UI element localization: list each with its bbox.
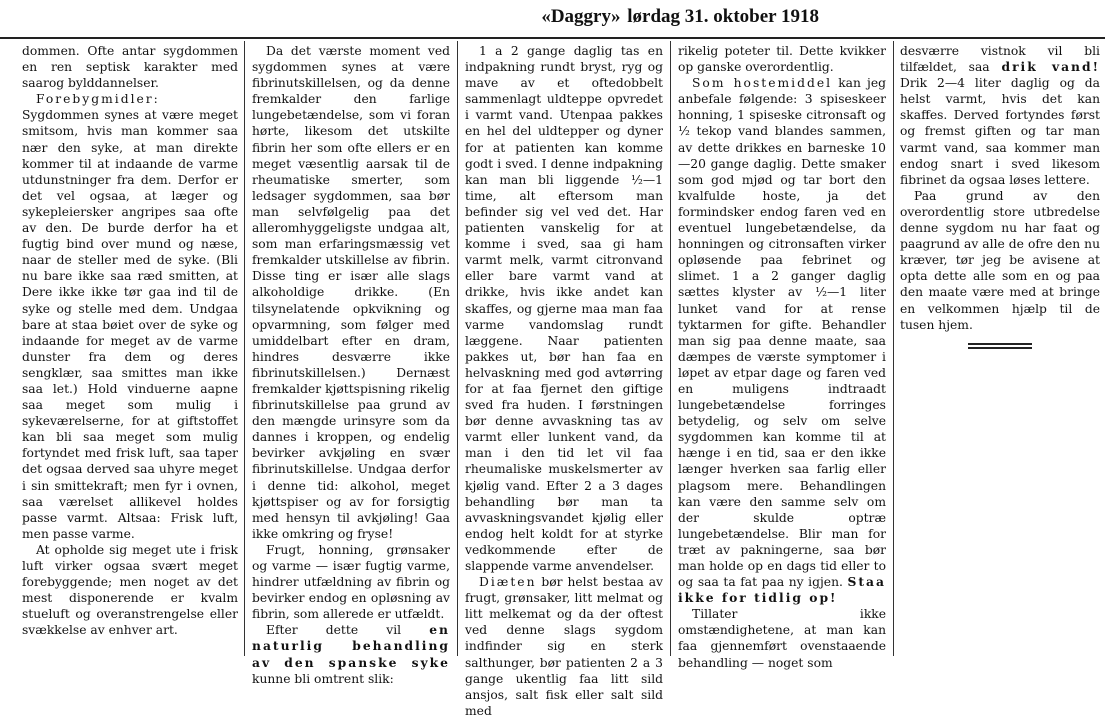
column-divider: [670, 41, 671, 656]
paragraph: Paa grund av den overordentlig store utbredelse denne sygdom nu har faat og paagrund av alle de ofre den nu kræver, tør jeg be avisene at opta dette alle som en og paa den maate være med at bringe en velkommen hjælp til de tusen hjem.: [900, 188, 1100, 332]
paragraph: Tillater ikke omstændighetene, at man kan faa gjennemført ovenstaaende behandling — noget som: [678, 607, 886, 670]
emphasis: en naturlig behandling av den spanske syke: [252, 622, 450, 670]
paragraph: dommen. Ofte antar sygdommen en ren septisk karakter med saarog bylddannelser.: [22, 44, 238, 91]
newspaper-name: «Daggry»: [541, 6, 621, 27]
emphasis: drik vand!: [1001, 59, 1100, 75]
article-columns: [0, 41, 1105, 718]
section-lead: Som hostemiddel: [692, 76, 833, 91]
paragraph: Diæten bør helst bestaa av frugt, grønsaker, litt melmat og litt melkemat og da der oftest ved denne slags sygdom indfinder sig en sterk salthunger, bør patienten 2 a 3 gange ukentlig faa litt sild ansjos, salt fisk eller salt sild med: [465, 575, 663, 718]
paragraph: Forebygmidler: Sygdommen synes at være meget smitsom, hvis man kommer saa nær den syke, at man direkte kommer til at indaande de varme utdunstninger fra dem. Derfor er det vel ogsaa, at læger og sykepleiersker angripes saa ofte av den. De burde derfor ha et fugtig bind over mund og næse, naar de steller med de syke. (Bli nu bare ikke saa ræd smitten, at Dere ikke ikke tør gaa ind til de syke og stelle med dem. Undgaa bare at staa bøiet over de syke og indaande for meget av de varme dunster fra dem og deres sengklær, saa smittes man ikke saa let.) Hold vinduerne aapne saa meget som mulig i sykeværelserne, for at giftstoffet kan bli saa meget som mulig fortyndet med frisk luft, saa taper det ogsaa derved saa uhyre meget i sin smittekraft; men fyr i ovnen, saa værelset allikevel holdes passe varmt. Altsaa: Frisk luft, men passe varme.: [22, 92, 238, 541]
column-5: [900, 43, 1100, 656]
column-divider: [457, 41, 458, 656]
masthead: [0, 0, 1105, 36]
section-lead: Forebygmidler:: [36, 92, 160, 107]
column-4: [678, 43, 887, 670]
paragraph: desværre vistnok vil bli tilfældet, saa drik vand! Drik 2—4 liter daglig og da helst varmt, hvis det kan skaffes. Derved fortyndes først og fremst giften og tar man varmt vand, saa kommer man endog snart i sved likesom fibrinet da ogsaa løses lettere.: [900, 44, 1100, 187]
paragraph: Frugt, honning, grønsaker og varme — især fugtig varme, hindrer utfældning av fibrin og bevirker endog en opløsning av fibrin, som allerede er utfældt.: [252, 542, 450, 622]
paragraph: At opholde sig meget ute i frisk luft virker ogsaa svært meget forebyggende; men noget av det mest disponerende er kvalm stueluft og overanstrengelse eller svækkelse av enhver art.: [22, 542, 238, 638]
paragraph: Efter dette vil en naturlig behandling av den spanske syke kunne bli omtrent slik:: [252, 622, 450, 686]
column-3: [465, 43, 663, 718]
column-divider: [893, 41, 894, 656]
emphasis: Staa ikke for tidlig op!: [678, 574, 886, 606]
column-2: [252, 43, 450, 686]
paragraph: Da det værste moment ved sygdommen synes at være fibrinutskillelsen, og da denne fremkalder den farlige lungebetændelse, som vi foran hørte, likesom det utskilte fibrin her som ofte ellers er en meget væsentlig aarsak til de rheumatiske smerter, som ledsager sygdommen, saa bør man selvfølgelig paa det alleromhyggeligste undgaa alt, som man erfaringsmæssig vet fremkalder utskillelse av fibrin. Disse ting er især alle slags alkoholdige drikke. (En tilsynelatende opkvikning og opvarmning, som følger med umiddelbart efter en dram, hindres desværre ikke fibrinutskillelsen.) Dernæst fremkalder kjøttspisning rikelig fibrinutskillelse paa grund av den mængde urinsyre som da dannes i kroppen, og endelig bevirker avkjøling en svær fibrinutskillelse. Undgaa derfor i denne tid: alkohol, meget kjøttspiser og av for forsigtig med hensyn til avkjøling! Gaa ikke omkring og fryse!: [252, 44, 450, 541]
paragraph: rikelig poteter til. Dette kvikker op ganske overordentlig.: [678, 44, 886, 75]
article-end-rule: [968, 343, 1032, 349]
paragraph: Som hostemiddel kan jeg anbefale følgende: 3 spiseskeer honning, 1 spiseske citronsaft og ½ tekop vand blandes sammen, av dette drikkes en barneske 10—20 gange daglig. Dette smaker som god mjød og tar bort den kvalfulde hoste, ja det formindsker endog faren ved en eventuel lungebetændelse, da honningen og citronsaften virker opløsende paa febrinet og slimet. 1 a 2 ganger daglig sættes klyster av ½—1 liter lunket vand for at rense tyktarmen for gifte. Behandler man sig paa denne maate, saa dæmpes de værste symptomer i løpet av etpar dage og faren ved en muligens indtraadt lungebetændelse forringes betydelig, og selv om selve sygdommen kan komme til at hænge i en tid, saa er den ikke længer hverken saa farlig eller plagsom mere. Behandlingen kan være den samme selv om der skulde optræ lungebetændelse. Blir man for træt av pakningerne, saa bør man holde op en dags tid eller to og saa ta fat paa ny igjen. Staa ikke for tidlig op!: [678, 76, 887, 606]
column-divider: [244, 41, 245, 656]
section-lead: Diæten: [479, 575, 537, 590]
column-1: [22, 43, 238, 656]
issue-date: lørdag 31. oktober 1918: [627, 6, 819, 27]
masthead-rule: [0, 37, 1105, 39]
paragraph: 1 a 2 gange daglig tas en indpakning rundt bryst, ryg og mave av et oftedobbelt sammenlagt uldteppe opvredet i varmt vand. Utenpaa pakkes en hel del uldtepper og dyner for at patienten kan komme godt i sved. I denne indpakning kan man bli liggende ½—1 time, alt eftersom man befinder sig vel ved det. Har patienten vanskelig for at komme i sved, saa gi ham varmt melk, varmt citronvand eller bare varmt vand at drikke, hvis ikke andet kan skaffes, og gjerne maa man faa varme vandomslag rundt læggene. Naar patienten pakkes ut, bør han faa en helvaskning med god avtørring for at faa fjernet den giftige sved fra huden. I førstningen bør denne avvaskning tas av varmt eller lunkent vand, da man i den tid let vil faa rheumaliske muskelsmerter av kjølig vand. Efter 2 a 3 dages behandling bør man ta avvaskningsvandet kjølig eller endog helt koldt for at styrke vedkommende efter de slappende varme anvendelser.: [465, 44, 663, 573]
